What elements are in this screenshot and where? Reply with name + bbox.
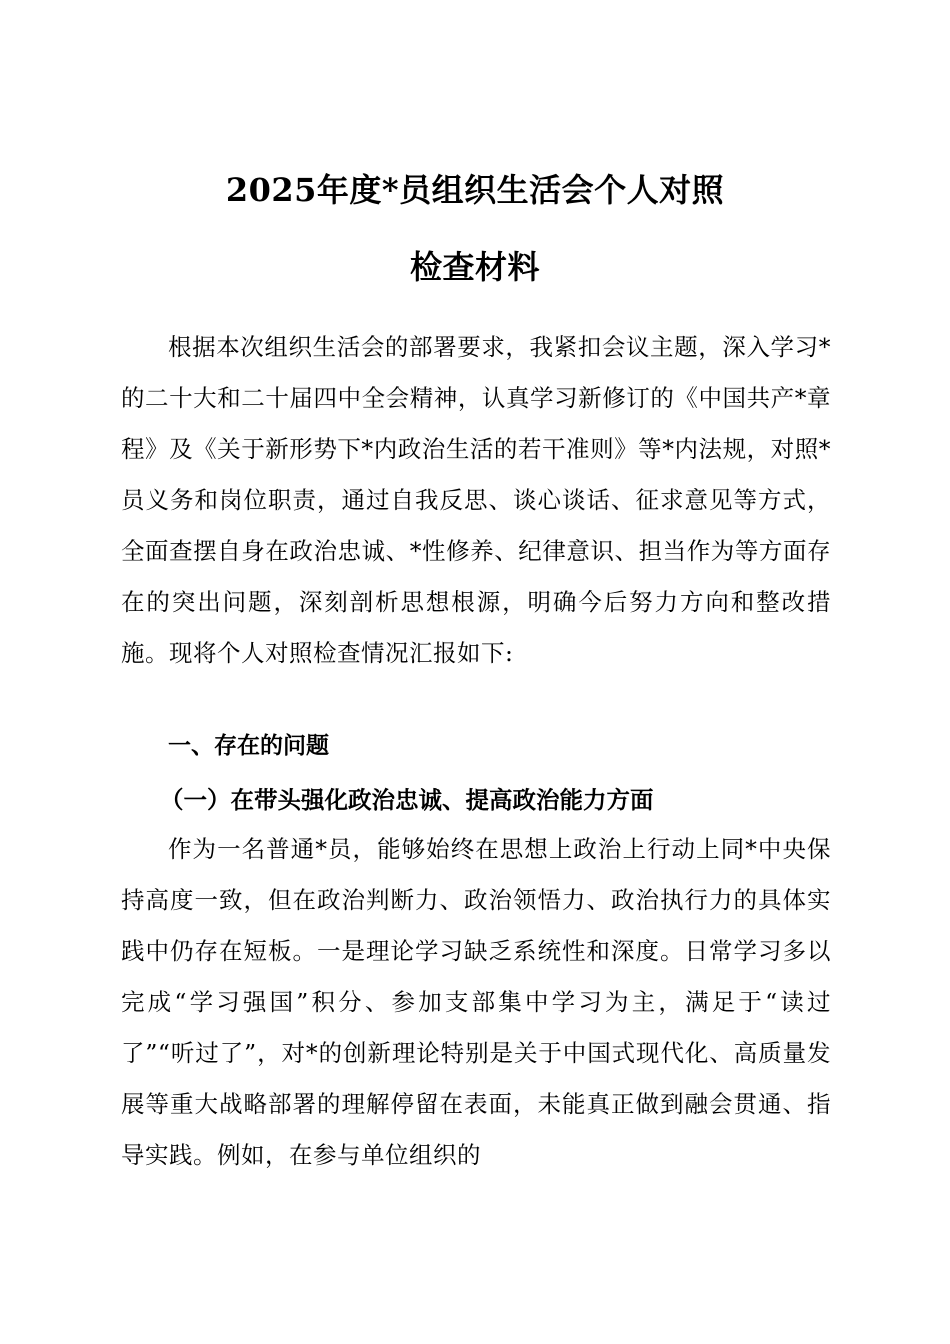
document-title-line2: 检查材料 [409, 248, 540, 286]
subsection-heading: （一）在带头强化政治忠诚、提高政治能力方面 [160, 786, 654, 814]
section-heading: 一、存在的问题 [168, 733, 329, 759]
body-paragraph: 作为一名普通*员，能够始终在思想上政治上行动上同*中央保持高度一致，但在政治判断力、政治领悟力、政治执行力的具体实践中仍存在短板。一是理论学习缺乏系统性和深度。日常学习多以完成“学习强国”积分、参加支部集中学习为主，满足于“读过了”“听过了”，对*的创新理论特别是关于中国式现代化、高质量发展等重大战略部署的理解停留在表面，未能真正做到融会贯通、指导实践。例如，在参与单位组织的 [121, 835, 831, 1169]
intro-paragraph: 根据本次组织生活会的部署要求，我紧扣会议主题，深入学习*的二十大和二十届四中全会精神，认真学习新修订的《中国共产*章程》及《关于新形势下*内政治生活的若干准则》等*内法规，对照*员义务和岗位职责，通过自我反思、谈心谈话、征求意见等方式，全面查摆自身在政治忠诚、*性修养、纪律意识、担当作为等方面存在的突出问题，深刻剖析思想根源，明确今后努力方向和整改措施。现将个人对照检查情况汇报如下: [121, 333, 831, 667]
document-title-line1: 2025年度*员组织生活会个人对照 [225, 171, 725, 209]
